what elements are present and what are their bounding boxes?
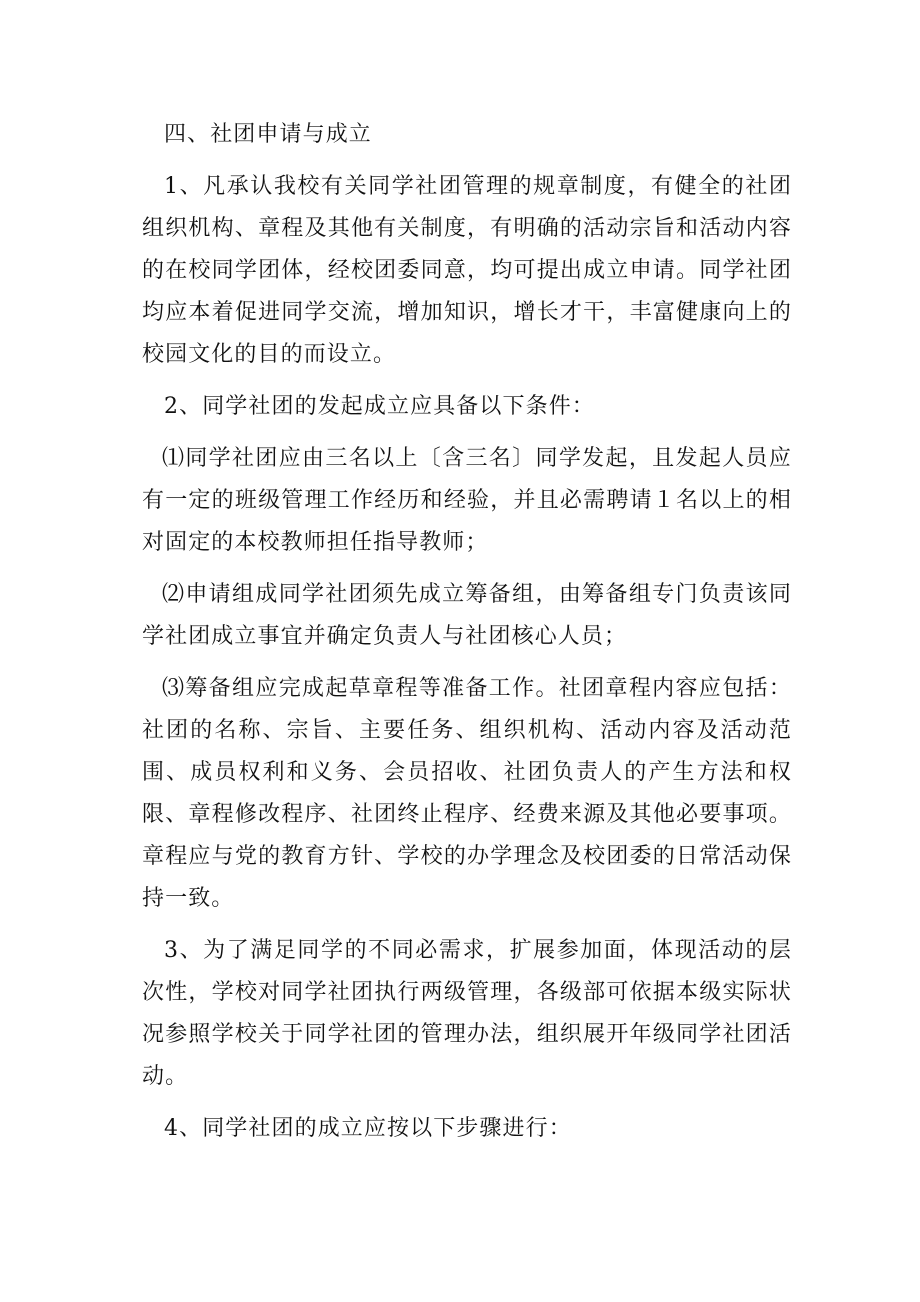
paragraph-2: 2、同学社团的发起成立应具备以下条件： bbox=[164, 394, 595, 419]
paragraph-2-item-3: ⑶筹备组应完成起草章程等准备工作。社团章程内容应包括：社团的名称、宗旨、主要任务、组织机构、活动内容及活动范围、成员权利和义务、会员招收、社团负责人的产生方法和权限、章程修改程序、社团终止程序、经费来源及其他必要事项。章程应与党的教育方针、学校的办学理念及校团委的日常活动保持一致。 bbox=[142, 676, 792, 911]
paragraph-1: 1、凡承认我校有关同学社团管理的规章制度，有健全的社团组织机构、章程及其他有关制度，有明确的活动宗旨和活动内容的在校同学团体，经校团委同意，均可提出成立申请。同学社团均应本着促进同学交流，增加知识，增长才干，丰富健康向上的校园文化的目的而设立。 bbox=[142, 174, 792, 367]
paragraph-2-item-1: ⑴同学社团应由三名以上〔含三名〕同学发起，且发起人员应有一定的班级管理工作经历和经验，并且必需聘请１名以上的相对固定的本校教师担任指导教师； bbox=[142, 446, 792, 555]
paragraph-3: 3、为了满足同学的不同必需求，扩展参加面，体现活动的层次性，学校对同学社团执行两级管理，各级部可依据本级实际状况参照学校关于同学社团的管理办法，组织展开年级同学社团活动。 bbox=[142, 938, 792, 1089]
document-body bbox=[142, 114, 792, 1160]
section-heading: 四、社团申请与成立 bbox=[164, 122, 372, 147]
paragraph-4: 4、同学社团的成立应按以下步骤进行： bbox=[164, 1116, 572, 1141]
paragraph-2-item-2: ⑵申请组成同学社团须先成立筹备组，由筹备组专门负责该同学社团成立事宜并确定负责人与社团核心人员； bbox=[142, 582, 792, 649]
